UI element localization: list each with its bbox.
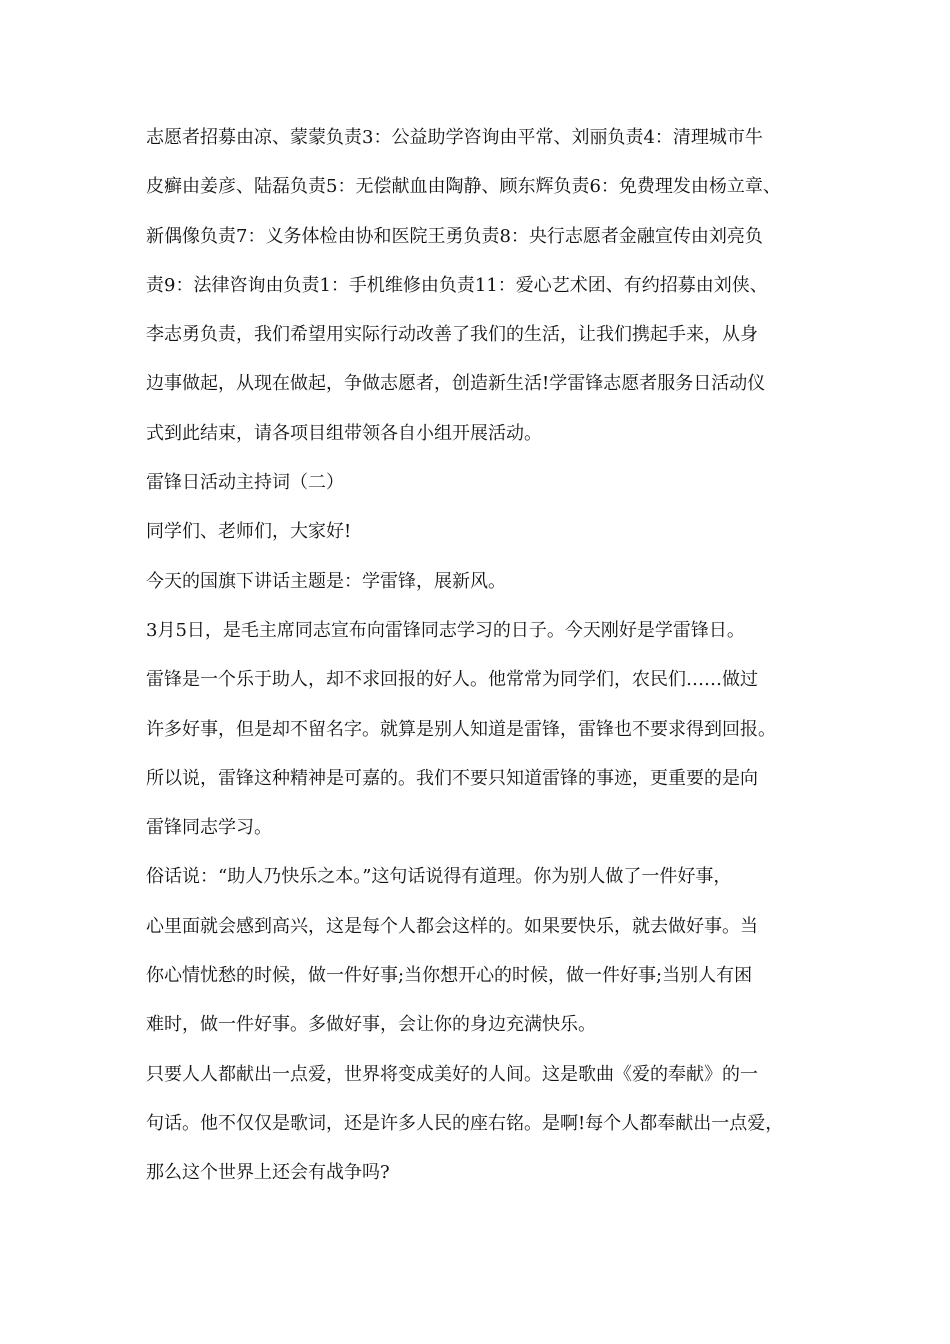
text-line: 李志勇负责，我们希望用实际行动改善了我们的生活，让我们携起手来，从身	[146, 324, 758, 346]
text-line: 许多好事，但是却不留名字。就算是别人知道是雷锋，雷锋也不要求得到回报。	[146, 718, 776, 740]
text-line: 式到此结束，请各项目组带领各自小组开展活动。	[146, 422, 542, 444]
text-line: 边事做起，从现在做起，争做志愿者，创造新生活!学雷锋志愿者服务日活动仪	[146, 373, 766, 395]
text-line: 3月5日，是毛主席同志宣布向雷锋同志学习的日子。今天刚好是学雷锋日。	[146, 619, 745, 641]
text-line: 新偶像负责7：义务体检由协和医院王勇负责8：央行志愿者金融宣传由刘亮负	[146, 225, 763, 247]
text-line: 皮癣由姜彦、陆磊负责5：无偿献血由陶静、顾东辉负责6：免费理发由杨立章、	[146, 176, 781, 198]
document-body	[146, 118, 816, 1203]
section-heading: 雷锋日活动主持词（二）	[146, 472, 344, 494]
text-line: 俗话说：“助人乃快乐之本。”这句话说得有道理。你为别人做了一件好事，	[146, 866, 732, 888]
text-line: 所以说，雷锋这种精神是可嘉的。我们不要只知道雷锋的事迹，更重要的是向	[146, 767, 758, 789]
text-line: 雷锋同志学习。	[146, 817, 272, 839]
text-line: 只要人人都献出一点爱，世界将变成美好的人间。这是歌曲《爱的奉献》的一	[146, 1063, 758, 1085]
text-line: 句话。他不仅仅是歌词，还是许多人民的座右铭。是啊!每个人都奉献出一点爱，	[146, 1112, 784, 1134]
text-line: 心里面就会感到高兴，这是每个人都会这样的。如果要快乐，就去做好事。当	[146, 915, 758, 937]
text-line: 责9：法律咨询由负责1：手机维修由负责11：爱心艺术团、有约招募由刘侠、	[146, 274, 768, 296]
text-line: 今天的国旗下讲话主题是：学雷锋，展新风。	[146, 570, 506, 592]
text-line: 难时，做一件好事。多做好事，会让你的身边充满快乐。	[146, 1014, 596, 1036]
text-line: 雷锋是一个乐于助人，却不求回报的好人。他常常为同学们，农民们……做过	[146, 669, 758, 691]
text-line: 那么这个世界上还会有战争吗?	[146, 1162, 390, 1184]
text-line: 同学们、老师们，大家好!	[146, 521, 352, 543]
text-line: 志愿者招募由凉、蒙蒙负责3：公益助学咨询由平常、刘丽负责4：清理城市牛	[146, 127, 763, 148]
text-line: 你心情忧愁的时候，做一件好事;当你想开心的时候，做一件好事;当别人有困	[146, 965, 753, 987]
